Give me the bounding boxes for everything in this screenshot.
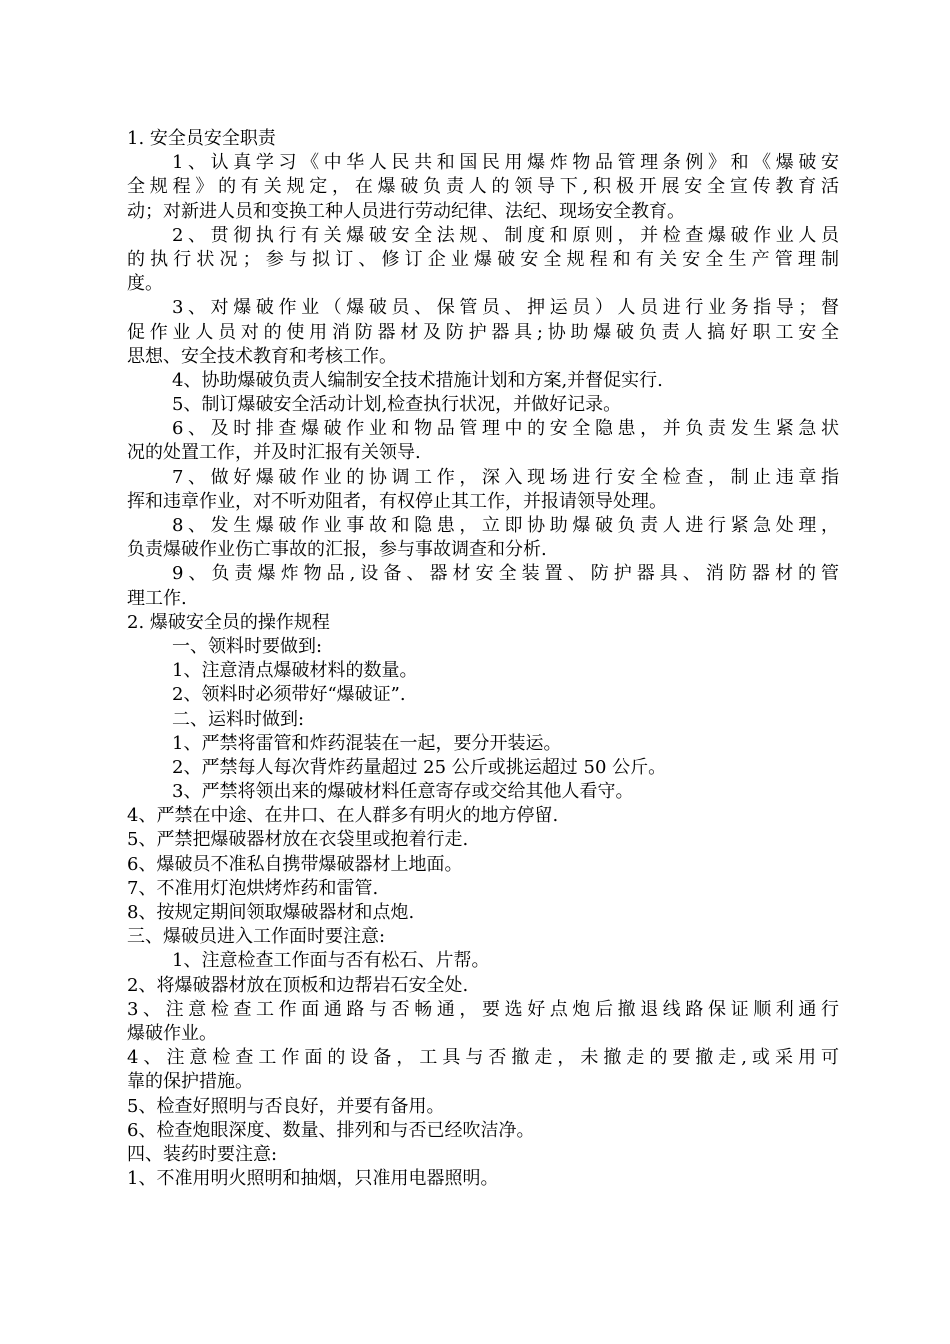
text-line: 3、注意检查工作面通路与否畅通，要选好点炮后撤退线路保证顺利通行 bbox=[127, 998, 839, 1020]
text-line: 负责爆破作业伤亡事故的汇报，参与事故调查和分析. bbox=[127, 539, 547, 561]
text-line: 2. 爆破安全员的操作规程 bbox=[127, 611, 330, 633]
text-line: 5、检查好照明与否良好，并要有备用。 bbox=[127, 1095, 445, 1117]
text-line: 6、及时排查爆破作业和物品管理中的安全隐患，并负责发生紧急状 bbox=[172, 418, 839, 440]
text-line: 理工作. bbox=[127, 587, 187, 609]
text-line: 1. 安全员安全职责 bbox=[127, 128, 276, 149]
text-line: 4、严禁在中途、在井口、在人群多有明火的地方停留. bbox=[127, 805, 559, 827]
text-line: 7、做好爆破作业的协调工作，深入现场进行安全检查，制止违章指 bbox=[172, 466, 839, 488]
text-line: 况的处置工作，并及时汇报有关领导. bbox=[127, 442, 421, 464]
text-line: 靠的保护措施。 bbox=[127, 1071, 253, 1093]
text-line: 4、协助爆破负责人编制安全技术措施计划和方案,并督促实行. bbox=[172, 369, 663, 391]
text-line: 1、注意清点爆破材料的数量。 bbox=[172, 660, 418, 682]
text-line: 1、认真学习《中华人民共和国民用爆炸物品管理条例》和《爆破安 bbox=[172, 152, 839, 174]
text-line: 度。 bbox=[127, 273, 163, 295]
text-line: 3、对爆破作业（爆破员、保管员、押运员）人员进行业务指导；督 bbox=[172, 297, 839, 319]
text-line: 8、按规定期间领取爆破器材和点炮. bbox=[127, 902, 415, 923]
text-line: 4、注意检查工作面的设备，工具与否撤走，未撤走的要撤走,或采用可 bbox=[127, 1047, 839, 1069]
text-line: 1、严禁将雷管和炸药混装在一起，要分开装运。 bbox=[172, 732, 562, 754]
text-line: 9、负责爆炸物品,设备、器材安全装置、防护器具、消防器材的管 bbox=[172, 563, 839, 585]
text-line: 2、严禁每人每次背炸药量超过 25 公斤或挑运超过 50 公斤。 bbox=[172, 756, 667, 778]
text-line: 5、制订爆破安全活动计划,检查执行状况，并做好记录。 bbox=[172, 394, 622, 416]
text-line: 6、爆破员不准私自携带爆破器材上地面。 bbox=[127, 853, 463, 875]
text-line: 爆破作业。 bbox=[127, 1022, 217, 1044]
text-line: 动；对新进人员和变换工种人员进行劳动纪律、法纪、现场安全教育。 bbox=[127, 200, 685, 222]
document-page bbox=[127, 127, 839, 1191]
text-line: 的执行状况；参与拟订、修订企业爆破安全规程和有关安全生产管理制 bbox=[127, 248, 839, 270]
text-line: 挥和违章作业，对不听劝阻者，有权停止其工作，并报请领导处理。 bbox=[127, 490, 667, 512]
text-line: 6、检查炮眼深度、数量、排列和与否已经吹洁净。 bbox=[127, 1119, 535, 1141]
text-line: 思想、安全技术教育和考核工作。 bbox=[127, 345, 397, 367]
text-line: 三、爆破员进入工作面时要注意: bbox=[127, 926, 386, 948]
text-line: 促作业人员对的使用消防器材及防护器具;协助爆破负责人搞好职工安全 bbox=[127, 321, 839, 343]
text-line: 2、贯彻执行有关爆破安全法规、制度和原则，并检查爆破作业人员 bbox=[172, 224, 839, 246]
text-line: 全规程》的有关规定，在爆破负责人的领导下,积极开展安全宣传教育活 bbox=[127, 176, 839, 198]
text-line: 2、领料时必须带好“爆破证”. bbox=[172, 684, 406, 706]
text-line: 四、装药时要注意: bbox=[127, 1143, 278, 1165]
text-line: 一、领料时要做到: bbox=[172, 635, 323, 657]
text-line: 7、不准用灯泡烘烤炸药和雷管. bbox=[127, 877, 379, 899]
text-line: 3、严禁将领出来的爆破材料任意寄存或交给其他人看守。 bbox=[172, 781, 634, 803]
text-line: 二、运料时做到: bbox=[172, 708, 305, 730]
text-line: 2、将爆破器材放在顶板和边帮岩石安全处. bbox=[127, 974, 469, 996]
text-line: 1、注意检查工作面与否有松石、片帮。 bbox=[172, 950, 490, 972]
text-line: 1、不准用明火照明和抽烟，只准用电器照明。 bbox=[127, 1168, 499, 1190]
text-line: 5、严禁把爆破器材放在衣袋里或抱着行走. bbox=[127, 829, 469, 851]
text-line: 8、发生爆破作业事故和隐患，立即协助爆破负责人进行紧急处理， bbox=[172, 515, 839, 536]
